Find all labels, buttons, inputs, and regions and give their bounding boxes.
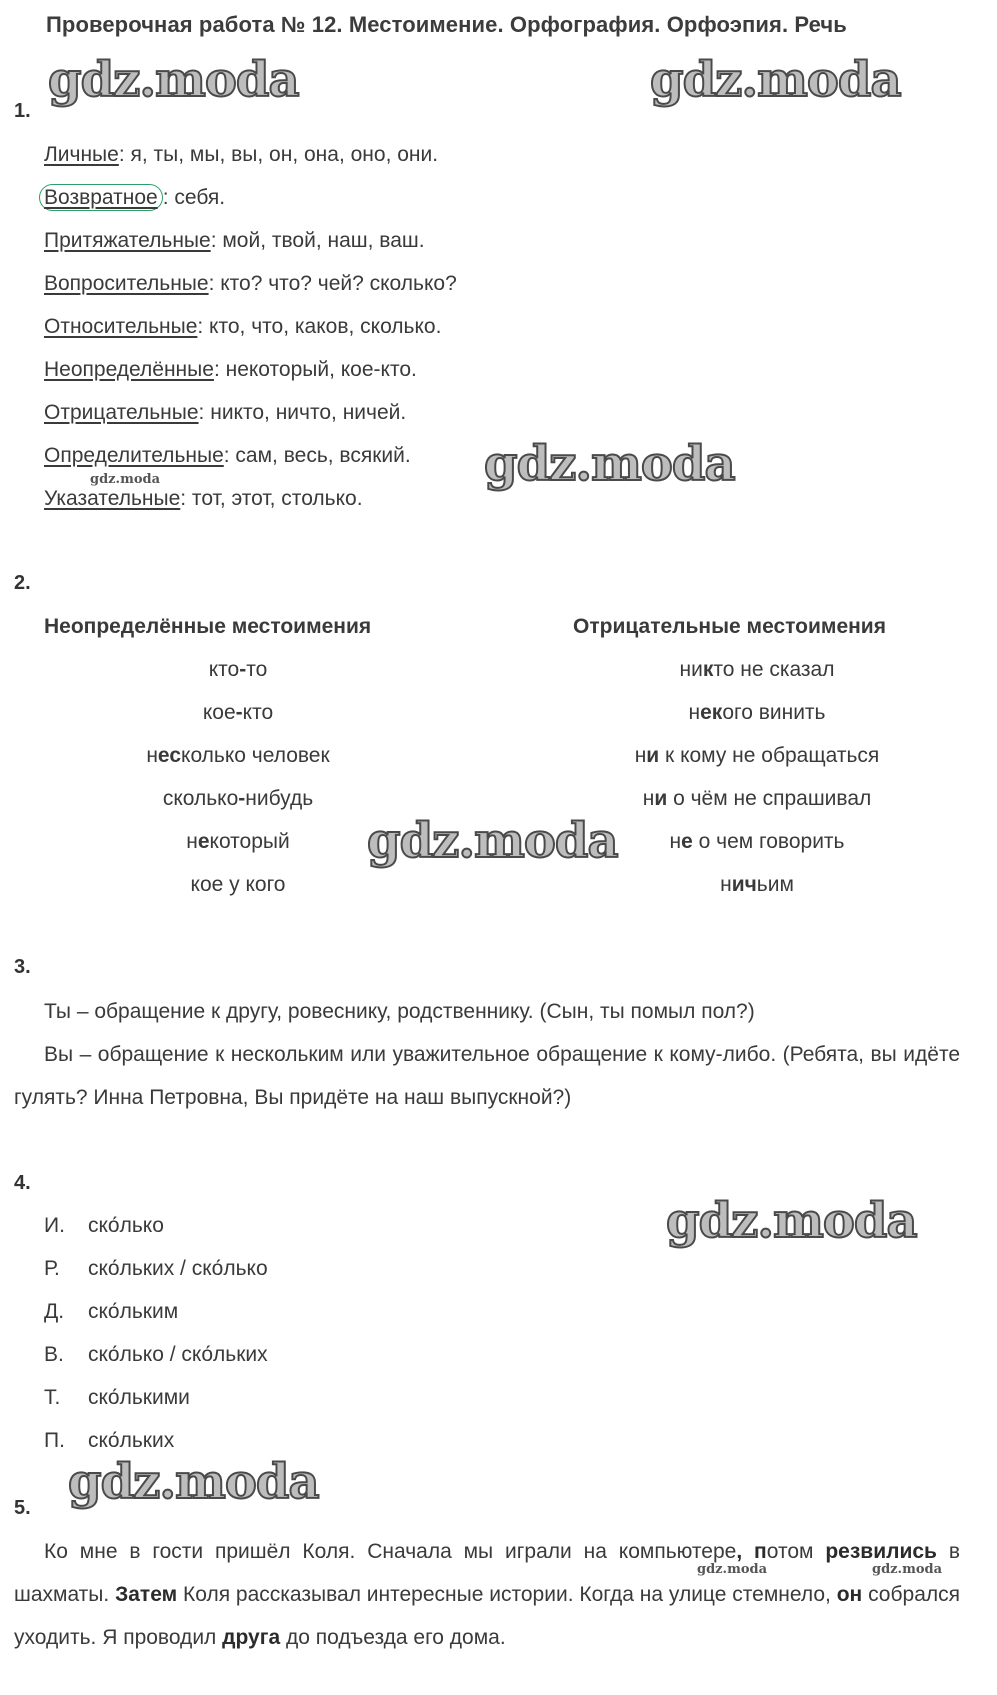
- class-examples: : никто, ничто, ничей.: [198, 401, 407, 424]
- class-label-circled: Возвратное: [39, 184, 163, 211]
- pronoun-class-row: [44, 444, 411, 468]
- class-examples: : мой, твой, наш, ваш.: [210, 229, 425, 252]
- class-examples: : тот, этот, столько.: [180, 487, 363, 510]
- class-label: Вопросительные: [44, 272, 209, 295]
- section-number: 1.: [14, 100, 31, 122]
- case-row: Т. ско́лькими: [44, 1386, 190, 1409]
- negative-pronoun: ни к кому не обращаться: [634, 744, 880, 767]
- indefinite-pronoun: некоторый: [186, 830, 290, 853]
- section-number: 3.: [14, 956, 31, 978]
- section-number: 5.: [14, 1497, 31, 1519]
- negative-pronoun: не о чем говорить: [669, 830, 845, 853]
- pronoun-class-row: [44, 401, 406, 425]
- page-title: Проверочная работа № 12. Местоимение. Орфография. Орфоэпия. Речь: [46, 12, 847, 37]
- class-label: Отрицательные: [44, 401, 199, 424]
- pronoun-class-row: [44, 186, 225, 210]
- negative-pronoun: ни о чём не спрашивал: [642, 787, 872, 810]
- watermark-logo: gdz.moda: [484, 436, 735, 492]
- paragraph: Ты – обращение к другу, ровеснику, родственнику. (Сын, ты помыл пол?): [44, 1000, 755, 1023]
- negative-pronoun: некого винить: [688, 701, 826, 724]
- pronoun-class-row: [44, 315, 441, 339]
- class-label: Указательные: [44, 487, 181, 510]
- indefinite-pronoun: несколько человек: [146, 744, 330, 767]
- watermark-logo: gdz.moda: [48, 52, 299, 108]
- watermark-logo: gdz.moda: [367, 813, 618, 869]
- class-label: Неопределённые: [44, 358, 214, 381]
- pronoun-class-row: [44, 358, 417, 382]
- pronoun-class-row: [44, 487, 363, 511]
- pronoun-class-row: [44, 229, 425, 253]
- case-row: Р. ско́льких / ско́лько: [44, 1257, 268, 1280]
- class-label: Определительные: [44, 444, 224, 467]
- watermark-small: gdz.moda: [90, 472, 161, 487]
- class-examples: : я, ты, мы, вы, он, она, оно, они.: [118, 143, 439, 166]
- section-number: 4.: [14, 1172, 31, 1194]
- watermark-logo: gdz.moda: [650, 52, 901, 108]
- section-number: 2.: [14, 572, 31, 594]
- class-examples: : себя.: [162, 186, 226, 209]
- class-examples: : некоторый, кое-кто.: [213, 358, 417, 381]
- negative-pronoun: ничьим: [720, 873, 794, 896]
- case-row: П. ско́льких: [44, 1429, 175, 1452]
- right-column-header: Отрицательные местоимения: [573, 615, 886, 638]
- watermark-logo: gdz.moda: [666, 1193, 917, 1249]
- class-label: Притяжательные: [44, 229, 211, 252]
- indefinite-pronoun: кое у кого: [190, 873, 286, 896]
- left-column-header: Неопределённые местоимения: [44, 615, 372, 638]
- case-row: И. ско́лько: [44, 1214, 164, 1237]
- paragraph: Вы – обращение к нескольким или уважительное обращение к кому-либо. (Ребята, вы идёте гулять? Инна Петровна, Вы придёте на наш выпускной?): [14, 1043, 960, 1109]
- class-examples: : сам, весь, всякий.: [223, 444, 411, 467]
- class-examples: : кто, что, каков, сколько.: [197, 315, 442, 338]
- indefinite-pronoun: сколько-нибудь: [162, 787, 314, 810]
- watermark-small: gdz.moda: [872, 1562, 943, 1577]
- class-examples: : кто? что? чей? сколько?: [208, 272, 457, 295]
- pronoun-class-row: [44, 143, 438, 167]
- negative-pronoun: никто не сказал: [679, 658, 835, 681]
- paragraph: Ко мне в гости пришёл Коля. Сначала мы играли на компьютере, потом резвились в шахматы. Затем Коля рассказывал интересные истории. Когда на улице стемнело, он собрался уходить. Я проводил друга до подъезда его дома.: [14, 1540, 960, 1649]
- watermark-small: gdz.moda: [697, 1562, 768, 1577]
- class-label: Относительные: [44, 315, 198, 338]
- pronoun-class-row: [44, 272, 457, 296]
- case-row: В. ско́лько / ско́льких: [44, 1343, 268, 1366]
- watermark-logo: gdz.moda: [68, 1454, 319, 1510]
- case-row: Д. ско́льким: [44, 1300, 179, 1323]
- indefinite-pronoun: кое-кто: [202, 701, 274, 724]
- class-label: Личные: [44, 143, 119, 166]
- indefinite-pronoun: кто-то: [208, 658, 268, 681]
